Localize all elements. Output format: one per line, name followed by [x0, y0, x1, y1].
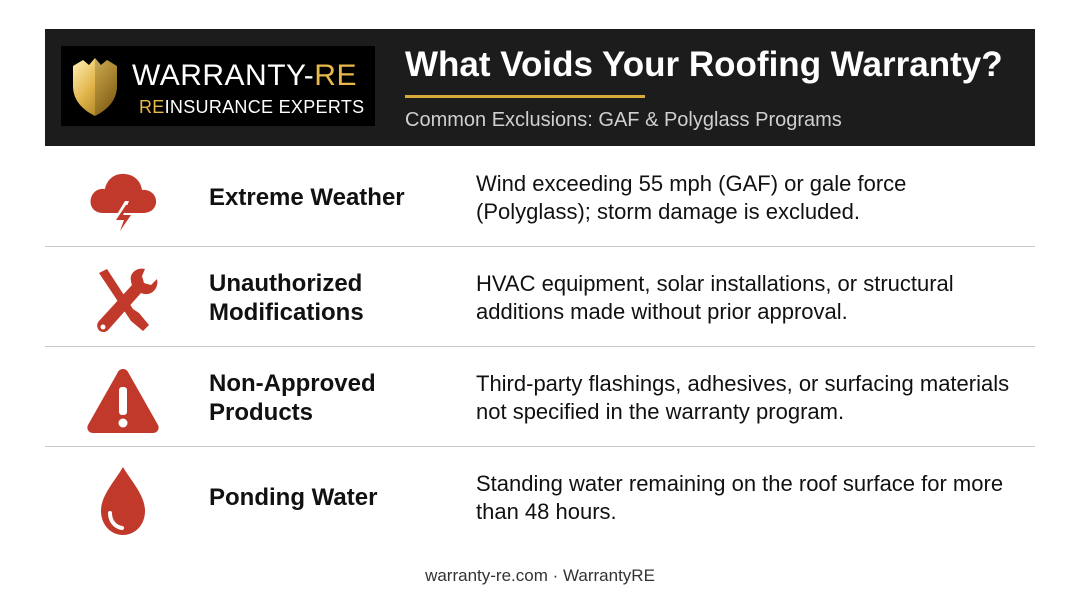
exclusion-row-extreme-weather [45, 148, 1035, 247]
exclusion-row-ponding-water [45, 448, 1035, 547]
title-underline [405, 95, 645, 98]
exclusion-description: HVAC equipment, solar installations, or structural additions made without prior approval. [476, 270, 954, 324]
exclusion-title: Extreme Weather [209, 184, 405, 211]
warning-triangle-icon [85, 365, 161, 437]
footer-text: warranty-re.com · WarrantyRE [425, 566, 655, 585]
exclusion-description: Wind exceeding 55 mph (GAF) or gale force (Polyglass); storm damage is excluded. [476, 170, 907, 224]
logo-name: WARRANTY-RE [132, 59, 357, 92]
row-divider [45, 346, 1035, 347]
exclusion-row-non-approved-products [45, 348, 1035, 447]
page-title: What Voids Your Roofing Warranty? [405, 45, 1003, 84]
exclusion-description: Third-party flashings, adhesives, or surfacing materials not specified in the warranty program. [476, 370, 1010, 424]
water-drop-icon [85, 465, 161, 537]
logo [61, 46, 375, 126]
wrench-screwdriver-icon [85, 265, 161, 337]
storm-cloud-lightning-icon [85, 165, 161, 237]
exclusion-description: Standing water remaining on the roof surface for more than 48 hours. [476, 470, 1004, 524]
exclusion-title: Unauthorized Modifications [209, 269, 364, 326]
header-banner [45, 29, 1035, 146]
shield-icon [69, 56, 121, 118]
logo-tagline: REINSURANCE EXPERTS [139, 97, 365, 117]
page-subtitle: Common Exclusions: GAF & Polyglass Programs [405, 109, 842, 131]
row-divider [45, 246, 1035, 247]
row-divider [45, 446, 1035, 447]
exclusion-title: Non-Approved Products [209, 369, 376, 426]
exclusion-row-unauthorized-modifications [45, 248, 1035, 347]
exclusion-title: Ponding Water [209, 484, 378, 511]
